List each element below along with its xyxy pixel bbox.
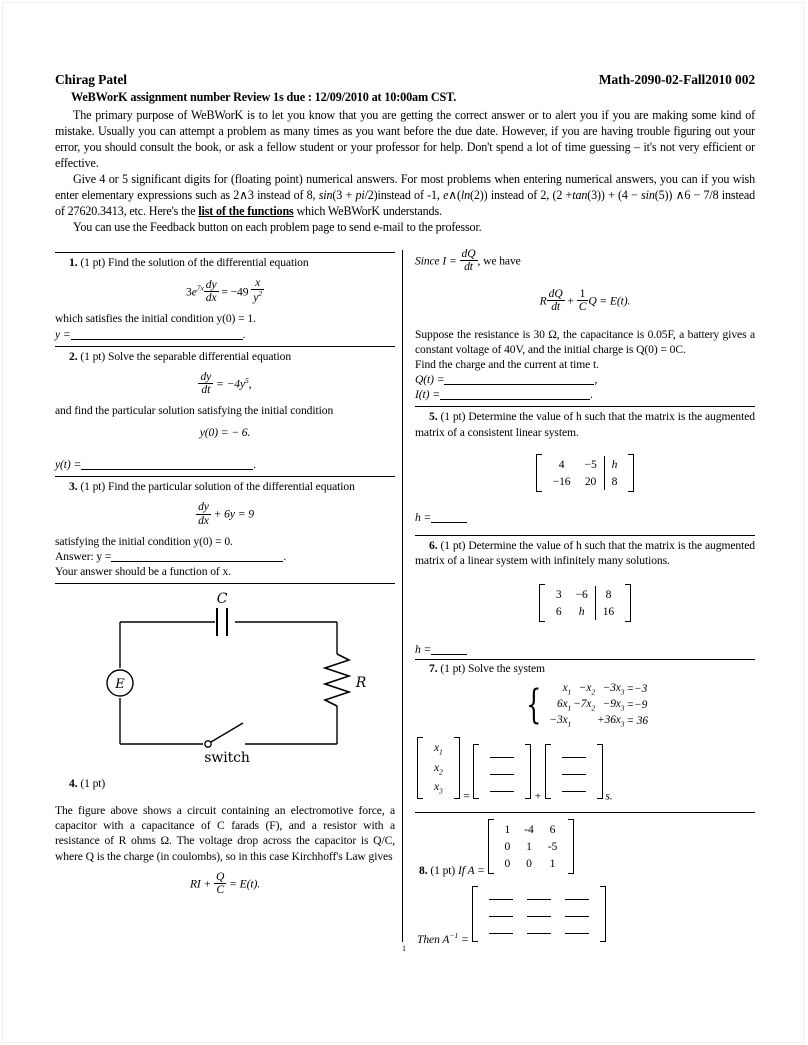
problem-4-equation [55, 871, 395, 897]
problem-4-main-equation [415, 288, 755, 314]
table-row [548, 681, 649, 697]
p7-d0-blank[interactable] [562, 748, 586, 758]
p6-r0c1: −6 [575, 587, 588, 601]
system-brace: { [526, 682, 542, 729]
problem-2-spacer [55, 447, 395, 457]
p5-r1c1: 20 [584, 474, 597, 488]
table-row [555, 763, 593, 780]
p7-e1-v2: −9x [602, 698, 621, 711]
problem-4-Qt-blank[interactable] [444, 384, 594, 385]
p8-inv-r1c1[interactable] [520, 905, 558, 922]
p7-e1-s2: 3 [620, 703, 625, 713]
sin-token-1: sin [318, 187, 333, 202]
problem-2-number: 2. [69, 349, 78, 363]
table-row [483, 746, 521, 763]
problem-3-answer-period: . [283, 550, 287, 564]
wedge-symbol-2: ∧ [448, 187, 457, 202]
problem-columns [55, 248, 755, 948]
problem-3-points: (1 pt) [80, 480, 106, 494]
problem-2-initial-condition: y(0) = − 6. [199, 426, 251, 440]
p4b-since-text: Since I = [415, 254, 457, 268]
problem-5-points: (1 pt) [440, 410, 466, 424]
p7-e0-v0: x [562, 682, 568, 695]
p3-dx: dx [198, 513, 209, 527]
p7-p2[interactable] [483, 780, 521, 797]
problem-1-number: 1. [69, 256, 78, 269]
p7-d1-blank[interactable] [562, 765, 586, 775]
ln-token: ln [460, 187, 470, 202]
problem-2-points: (1 pt) [80, 349, 106, 363]
problem-6-number: 6. [429, 538, 438, 552]
problem-6-points: (1 pt) [440, 538, 466, 552]
assignment-due-line: WeBWorK assignment number Review 1s due : 12/09/2010 at 10:00am CST. [71, 90, 457, 104]
problem-2 [55, 349, 395, 364]
p2-dy: dy [200, 369, 212, 383]
intro-p2-h: (3)) + (4 − [587, 187, 642, 202]
problem-8-inverse-matrix [472, 886, 606, 941]
problem-7-system [415, 681, 755, 729]
p7-e2-t0 [548, 713, 572, 729]
p7-p1[interactable] [483, 763, 521, 780]
p7-e0-s0: 1 [567, 687, 572, 697]
p8-inv-r2c1-blank[interactable] [527, 924, 551, 934]
p2-comma: , [248, 377, 252, 391]
right-column [415, 248, 755, 955]
problem-4-number: 4. [69, 777, 78, 791]
p8-r1c2: -5 [547, 840, 558, 854]
p8-inv-r2c2[interactable] [558, 922, 596, 939]
table-row [555, 780, 593, 797]
p3-dy-dx-fraction [196, 501, 211, 527]
p8-r0c0: 1 [504, 823, 511, 837]
rule-above-p8 [415, 812, 755, 813]
table-row [483, 763, 521, 780]
p8-inv-r2c0-blank[interactable] [489, 924, 513, 934]
p8-r2c0: 0 [504, 857, 511, 871]
problem-4-spacer [55, 791, 395, 803]
problem-1-condition: which satisfies the initial condition y(0) = 1. [55, 312, 256, 326]
p4b-dt2: dt [547, 300, 565, 313]
p8-inv-r1c0-blank[interactable] [489, 907, 513, 917]
p7-e0-v2: −3x [602, 682, 621, 695]
p1-dy-dx-fraction [204, 279, 219, 305]
p4b-one-over-C-fraction [577, 288, 589, 314]
table-row [482, 888, 596, 905]
p8-inv-r0c0-blank[interactable] [489, 890, 513, 900]
switch-label: switch [204, 750, 250, 767]
p1-equals-rhs: = −49 [221, 285, 249, 299]
p7-e1-v0: 6x [556, 698, 568, 711]
rule-above-p1 [55, 252, 395, 253]
problem-6-matrix-row [415, 584, 755, 626]
p7-x1 [427, 739, 450, 758]
problem-6-answer-label: h = [415, 643, 432, 657]
problem-4-answer-Q-row [415, 372, 755, 387]
problem-1-answer-label: y = [55, 327, 71, 341]
table-row [482, 922, 596, 939]
problem-5-answer-row [415, 510, 755, 525]
p7-e1-t0 [548, 697, 572, 713]
problem-2-answer-period: . [253, 458, 257, 472]
p6-r0c2: 8 [595, 586, 621, 603]
problem-8-points: (1 pt) [430, 864, 456, 878]
p7-e1-v1: −7x [573, 698, 592, 711]
problem-5-matrix [536, 454, 635, 492]
resistor-label: R [355, 675, 367, 692]
circuit-diagram-svg [75, 592, 375, 770]
p1-ysq [251, 289, 264, 304]
intro-paragraph-3: You can use the Feedback button on each problem page to send e-mail to the professor. [73, 219, 482, 234]
problem-4-It-label: I(t) = [415, 388, 440, 402]
p8-r2c2: 1 [549, 857, 556, 871]
p7-p0-blank[interactable] [490, 748, 514, 758]
problem-6-statement: Determine the value of h such that the matrix is the augmented matrix of a linear system with infinitely many solutions. [415, 538, 755, 567]
intro-p2-f: ( [457, 187, 461, 202]
p5-r0c2: h [604, 456, 624, 473]
problem-4-It-period: . [589, 388, 593, 402]
p7-d1[interactable] [555, 763, 593, 780]
p7-e0-t1 [572, 681, 596, 697]
p2-dt: dt [198, 383, 213, 396]
p7-e1-t1 [572, 697, 596, 713]
p8-r1c0: 0 [504, 840, 511, 854]
problem-1-answer-blank[interactable] [71, 339, 243, 340]
wedge-symbol-1: ∧ [239, 187, 248, 202]
table-row [498, 821, 565, 838]
table-row [546, 456, 625, 473]
rule-above-p5 [415, 406, 755, 407]
table-row [427, 778, 450, 797]
problem-8-head-row [419, 819, 755, 878]
problem-4-suppose: Suppose the resistance is 30 Ω, the capacitance is 0.05F, a battery gives a constant voltage of 40V, and the initial charge is Q(0) = 0C. [415, 328, 755, 357]
pi-token: pi [355, 187, 365, 202]
intro-p2-i: (5)) [654, 187, 676, 202]
problem-2-answer-blank[interactable] [81, 469, 253, 470]
p1-dy: dy [205, 277, 217, 291]
problem-4-points: (1 pt) [80, 777, 106, 791]
problem-3-note: Your answer should be a function of x. [55, 565, 231, 579]
problem-6-answer-blank[interactable] [431, 654, 467, 655]
p8-inv-r0c2[interactable] [558, 888, 596, 905]
p8-r2c1: 0 [526, 857, 532, 871]
problem-4-since-line [415, 248, 755, 274]
problem-8-answer-row [417, 886, 755, 946]
problem-2-answer-label: y(t) = [55, 458, 82, 472]
p6-r1c1: h [578, 605, 585, 618]
problem-8-lead: If A = [457, 864, 485, 878]
p1-y-exponent: 2 [258, 289, 262, 299]
problem-6-matrix [539, 584, 631, 622]
rule-above-p3 [55, 476, 395, 477]
p7-x2 [427, 759, 450, 778]
resistor-zigzag [325, 654, 349, 706]
capacitor-label: C [216, 592, 228, 608]
p8-inverse-exponent: −1 [449, 930, 459, 940]
intro-p2-c: (3 + [332, 187, 356, 202]
course-code: Math-2090-02-Fall2010 002 [598, 72, 755, 87]
problem-5-number: 5. [429, 410, 438, 424]
p8-equals: = [460, 932, 469, 946]
p7-e1-t2 [596, 697, 625, 713]
intro-p2-g: (2)) instead of 2, (2 + [470, 187, 573, 202]
p7-e0-rhs: =−3 [626, 682, 648, 695]
problem-4-Qt-label: Q(t) = [415, 373, 445, 387]
table-row [546, 473, 625, 490]
emf-label: E [115, 677, 125, 693]
problem-2-statement: Solve the separable differential equation [107, 349, 292, 363]
problem-7-number: 7. [429, 662, 438, 676]
page-number: 1 [402, 944, 406, 953]
problem-4-It-blank[interactable] [440, 399, 590, 400]
column-divider [402, 250, 403, 942]
p4b-dQdt-fraction [547, 288, 565, 314]
problem-3-equation [55, 501, 395, 527]
p4-RI: RI + [189, 877, 212, 891]
p6-r1c2: 16 [595, 603, 621, 620]
problem-4-body: The figure above shows a circuit containing an electromotive force, a capacitor with a capacitance of C farads (F), and a resistor with a resistance of R ohms Ω. The voltage drop across the capacitor is Q/C, where Q is the charge (in coulombs), so in this case Kirchhoff's Law gives [55, 804, 395, 863]
p4b-C: C [578, 299, 587, 313]
p1-x-over-y2-fraction [251, 277, 264, 304]
p8-inv-r2c0[interactable] [482, 922, 520, 939]
problem-1-equation [55, 277, 395, 304]
problem-5-statement: Determine the value of h such that the matrix is the augmented matrix of a consistent linear system. [415, 410, 755, 439]
p7-equals-sign: = [462, 790, 471, 804]
p7-e2-v0: −3x [549, 714, 568, 727]
p8-inv-r2c1[interactable] [520, 922, 558, 939]
table-row [548, 713, 649, 729]
p7-e0-t2 [596, 681, 625, 697]
p4-C: C [214, 883, 226, 896]
p4-Q: Q [216, 869, 225, 883]
p3-rhs: + 6y = 9 [213, 508, 254, 522]
p7-d0[interactable] [555, 746, 593, 763]
intro-prose [55, 108, 755, 236]
p7-p0[interactable] [483, 746, 521, 763]
circuit-figure [55, 592, 395, 774]
p7-x3 [427, 778, 450, 797]
problem-4-find: Find the charge and the current at time t. [415, 358, 599, 372]
p7-x3-letter: x [434, 779, 440, 793]
table-row [548, 697, 649, 713]
problem-7-equations [548, 681, 649, 729]
document-header-block [55, 72, 755, 236]
p4b-one: 1 [579, 286, 586, 300]
p7-e1-s0: 1 [567, 703, 572, 713]
problem-3-answer-label: Answer: y = [55, 550, 112, 564]
list-of-functions-link[interactable]: list of the functions [198, 203, 294, 218]
switch-pivot [205, 741, 211, 747]
problem-2-answer-row [55, 457, 395, 472]
p1-exponent: 7x [196, 283, 204, 293]
p4b-dQ-dt-fraction [460, 248, 478, 274]
p4-Q-over-C-fraction [214, 871, 226, 897]
p7-e2-s2: 3 [620, 719, 625, 729]
problem-1 [55, 255, 395, 270]
p7-e2-s0: 1 [567, 719, 572, 729]
problem-3-number: 3. [69, 480, 78, 494]
p7-e1-s1: 2 [591, 703, 596, 713]
p8-inv-r1c1-blank[interactable] [527, 907, 551, 917]
p4-equals-Et: = E(t). [229, 877, 261, 891]
problem-3-answer-row [55, 549, 395, 564]
p8-inv-r0c0[interactable] [482, 888, 520, 905]
p2-dy-dt-fraction [198, 371, 213, 397]
problem-5-answer-label: h = [415, 510, 432, 524]
p8-inv-r1c0[interactable] [482, 905, 520, 922]
p4b-since-tail: , we have [477, 254, 521, 268]
table-row [427, 739, 450, 758]
p8-r0c2: 6 [549, 823, 556, 837]
p7-e2-t1 [572, 713, 596, 729]
problem-4-head [55, 776, 395, 791]
intro-p2-b: 3 instead of 8, [247, 187, 319, 202]
p8-r0c1: -4 [524, 823, 534, 837]
intro-paragraph-1: The primary purpose of WeBWorK is to let you know that you are getting the correct answer or to alert you if you are making some kind of mistake. Usually you can attempt a problem as many times as you want before the due date. However, if you are having trouble figuring out your error, you should consult the book, or ask a fellow student or your professor for help. Don't spend a lot of time guessing – it's not very efficient or effective. [55, 108, 755, 170]
student-name: Chirag Patel [55, 72, 127, 87]
p1-x: x [255, 276, 261, 290]
p5-r0c0: 4 [558, 457, 565, 471]
tan-token: tan [572, 187, 588, 202]
table-row [482, 905, 596, 922]
switch-lever [211, 723, 243, 742]
problem-7-particular-vector [473, 744, 531, 799]
p4b-plus: + [567, 294, 574, 308]
problem-1-points: (1 pt) [80, 256, 106, 269]
problem-2-equation [55, 371, 395, 397]
problem-3-statement: Find the particular solution of the differential equation [107, 480, 355, 494]
p4b-R: R [539, 294, 547, 308]
p8-inv-r1c2-blank[interactable] [565, 907, 589, 917]
problem-1-answer-period: . [242, 327, 246, 341]
table-row [498, 855, 565, 872]
intro-p2-a: Give 4 or 5 significant digits for (floating point) numerical answers. For most problems when entering numerical answers, you can if you wish enter elementary expressions such as 2 [55, 171, 755, 202]
table-row [549, 586, 621, 603]
p7-d2[interactable] [555, 780, 593, 797]
header-row [55, 72, 755, 88]
problem-1-answer-row [55, 327, 395, 342]
p6-r1c0: 6 [555, 605, 562, 618]
p7-x2-sub: 2 [439, 767, 443, 777]
p7-e2-v2: +36x [597, 714, 621, 727]
p7-parameter-s: s. [605, 790, 613, 804]
p8-inv-r0c2-blank[interactable] [565, 890, 589, 900]
problem-1-statement: Find the solution of the differential equation [107, 256, 309, 269]
p1-coef: 3 [186, 285, 192, 299]
p1-dx: dx [205, 291, 217, 305]
p8-then-A: Then A [417, 932, 450, 946]
p7-e0-s2: 3 [620, 687, 625, 697]
p5-r1c2: 8 [604, 473, 624, 490]
p4b-dt: dt [460, 260, 478, 273]
problem-4-Qt-comma: , [594, 373, 598, 387]
problem-3-answer-blank[interactable] [111, 561, 283, 562]
p7-p1-blank[interactable] [490, 765, 514, 775]
problem-4-answer-I-row [415, 387, 755, 402]
table-row [555, 746, 593, 763]
p5-r1c0: −16 [552, 474, 571, 488]
p8-r1c1: 1 [526, 840, 532, 854]
problem-3 [55, 479, 395, 494]
p1-y: y [253, 291, 259, 305]
problem-3-condition: satisfying the initial condition y(0) = 0. [55, 535, 233, 549]
problem-7-points: (1 pt) [440, 662, 466, 676]
rule-above-p4 [55, 583, 395, 584]
rule-above-p6 [415, 535, 755, 536]
p7-x3-sub: 3 [439, 786, 443, 796]
problem-5 [415, 409, 755, 439]
problem-7-x-vector [417, 737, 460, 799]
intro-p2-j: 6 − 7/8 instead of 27620.3413, etc. Here's the [55, 187, 756, 218]
table-row [549, 603, 621, 620]
problem-8-number: 8. [419, 864, 428, 878]
problem-7-solution-row [417, 737, 755, 804]
p8-inv-r0c1[interactable] [520, 888, 558, 905]
problem-6-answer-row [415, 642, 755, 657]
intro-paragraph-2 [55, 172, 755, 220]
intro-p2-d: /2)instead of -1, [364, 187, 444, 202]
p7-e0-t0 [548, 681, 572, 697]
p7-p2-blank[interactable] [490, 782, 514, 792]
table-row [498, 838, 565, 855]
intro-p2-k: which WeBWorK understands. [293, 203, 442, 218]
problem-7-statement: Solve the system [467, 662, 545, 676]
wedge-symbol-3: ∧ [675, 187, 685, 202]
p7-e0-v1: −x [578, 682, 592, 695]
p2-rhs: = −4y [216, 377, 245, 391]
p3-dy: dy [198, 500, 209, 514]
problem-2-condition: and find the particular solution satisfying the initial condition [55, 404, 334, 418]
p2-rhs-exponent: 5 [245, 375, 249, 385]
problem-7 [415, 661, 755, 676]
p7-e2-t2 [596, 713, 625, 729]
rule-above-p2 [55, 346, 395, 347]
p8-inv-r2c2-blank[interactable] [565, 924, 589, 934]
left-column [55, 248, 395, 903]
e-token: e [443, 187, 449, 202]
p7-e1-rhs: =−9 [626, 698, 648, 711]
p7-e0-s1: 2 [591, 687, 596, 697]
p6-r0c0: 3 [555, 587, 562, 601]
p8-inv-r1c2[interactable] [558, 905, 596, 922]
problem-5-matrix-row [415, 454, 755, 496]
problem-5-answer-blank[interactable] [431, 522, 467, 523]
problem-6 [415, 538, 755, 568]
p4b-dQ: dQ [461, 247, 476, 260]
p7-x1-sub: 1 [439, 747, 443, 757]
table-row [483, 780, 521, 797]
sin-token-2: sin [641, 187, 655, 202]
p7-x1-letter: x [434, 741, 440, 755]
p8-inv-r0c1-blank[interactable] [527, 890, 551, 900]
p1-e: e [191, 285, 197, 299]
p7-plus-sign: + [533, 790, 542, 804]
p7-e2-rhs: = 36 [626, 714, 648, 727]
p7-x2-letter: x [434, 760, 440, 774]
table-row [427, 759, 450, 778]
p5-r0c1: −5 [584, 457, 597, 471]
p7-d2-blank[interactable] [562, 782, 586, 792]
p4b-tail: Q = E(t). [588, 294, 631, 308]
problem-7-direction-vector [545, 744, 603, 799]
p4b-dQ2: dQ [548, 286, 563, 300]
rule-above-p7 [415, 659, 755, 660]
problem-8-matrix-A [488, 819, 575, 874]
